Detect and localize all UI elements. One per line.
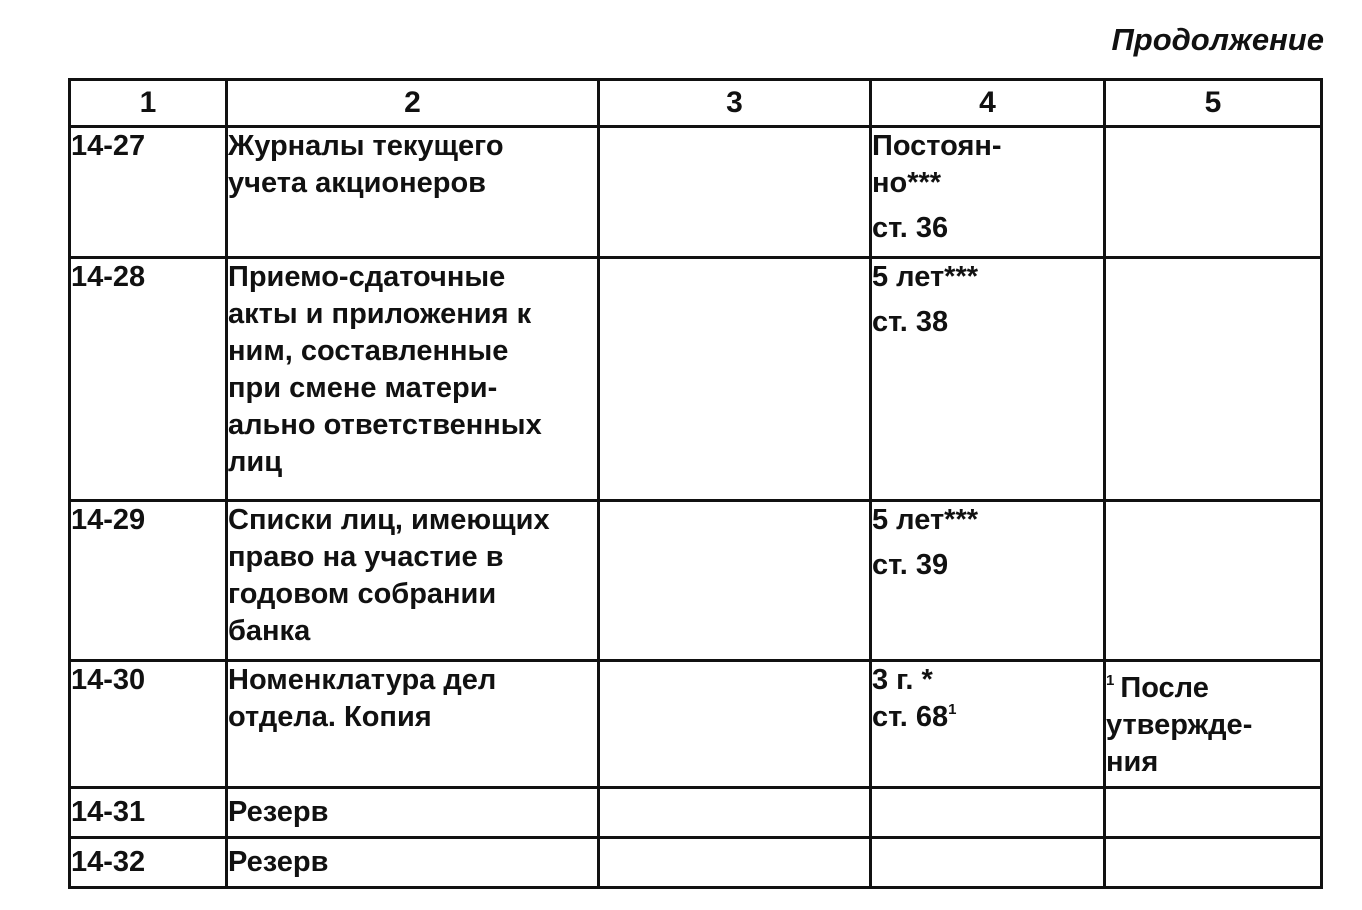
row-period-cell — [871, 501, 1105, 661]
column-header-5: 5 — [1105, 80, 1322, 127]
row-note-cell — [1105, 661, 1322, 788]
row-title — [227, 501, 599, 661]
row-period-cell — [871, 661, 1105, 788]
row-index: 14-28 — [70, 258, 227, 501]
row-note — [1105, 501, 1322, 661]
title-line: учета акционеров — [228, 167, 487, 199]
row-col3 — [599, 788, 871, 838]
footnote-marker: 1 — [948, 701, 957, 718]
title-line: Резерв — [228, 846, 329, 878]
title-line: ним, составленные — [228, 335, 509, 367]
title-line: банка — [228, 615, 311, 647]
table-row — [70, 501, 1322, 661]
article-ref — [872, 547, 1103, 584]
title-line: отдела. Копия — [228, 701, 432, 733]
row-col3 — [599, 501, 871, 661]
document-table — [68, 78, 1323, 889]
footnote-marker: 1 — [1106, 672, 1115, 689]
table-row — [70, 838, 1322, 888]
footnote-text: После утвержде- ния — [1106, 672, 1253, 778]
row-index: 14-30 — [70, 661, 227, 788]
title-line: Приемо-сдаточные — [228, 261, 506, 293]
row-note — [1105, 838, 1322, 888]
article-ref — [872, 699, 1103, 736]
article-number: ст. 38 — [872, 306, 949, 338]
title-line: Резерв — [228, 796, 329, 828]
title-line: Журналы текущего — [228, 130, 504, 162]
retention-period: 3 г. * — [872, 664, 933, 696]
article-number: ст. 36 — [872, 212, 949, 244]
title-line: Списки лиц, имеющих — [228, 504, 550, 536]
column-header-4: 4 — [871, 80, 1105, 127]
row-period-cell — [871, 788, 1105, 838]
row-index: 14-29 — [70, 501, 227, 661]
column-header-1: 1 — [70, 80, 227, 127]
table-row — [70, 661, 1322, 788]
table-row — [70, 258, 1322, 501]
row-title — [227, 127, 599, 258]
title-line: право на участие в — [228, 541, 504, 573]
row-period-cell — [871, 258, 1105, 501]
row-title — [227, 838, 599, 888]
header-row — [70, 80, 1322, 127]
row-col3 — [599, 127, 871, 258]
row-col3 — [599, 838, 871, 888]
retention-period: Постоян- но*** — [872, 130, 1002, 199]
title-line: акты и приложения к — [228, 298, 532, 330]
article-ref — [872, 304, 1103, 341]
article-number: ст. 68 — [872, 701, 949, 733]
continuation-label: Продолжение — [1111, 22, 1324, 57]
row-note — [1105, 127, 1322, 258]
retention-period: 5 лет*** — [872, 261, 979, 293]
row-index: 14-31 — [70, 788, 227, 838]
table-row — [70, 127, 1322, 258]
column-header-3: 3 — [599, 80, 871, 127]
row-col3 — [599, 258, 871, 501]
title-line: лиц — [228, 446, 283, 478]
article-number: ст. 39 — [872, 549, 949, 581]
title-line: при смене матери- — [228, 372, 498, 404]
row-period-cell — [871, 127, 1105, 258]
row-col3 — [599, 661, 871, 788]
title-line: Номенклатура дел — [228, 664, 497, 696]
row-note — [1105, 788, 1322, 838]
row-period-cell — [871, 838, 1105, 888]
column-header-2: 2 — [227, 80, 599, 127]
title-line: годовом собрании — [228, 578, 497, 610]
row-title — [227, 661, 599, 788]
row-title — [227, 258, 599, 501]
table-row — [70, 788, 1322, 838]
article-ref — [872, 210, 1103, 247]
row-title — [227, 788, 599, 838]
row-index: 14-27 — [70, 127, 227, 258]
row-index: 14-32 — [70, 838, 227, 888]
title-line: ально ответственных — [228, 409, 542, 441]
retention-period: 5 лет*** — [872, 504, 979, 536]
row-note — [1105, 258, 1322, 501]
